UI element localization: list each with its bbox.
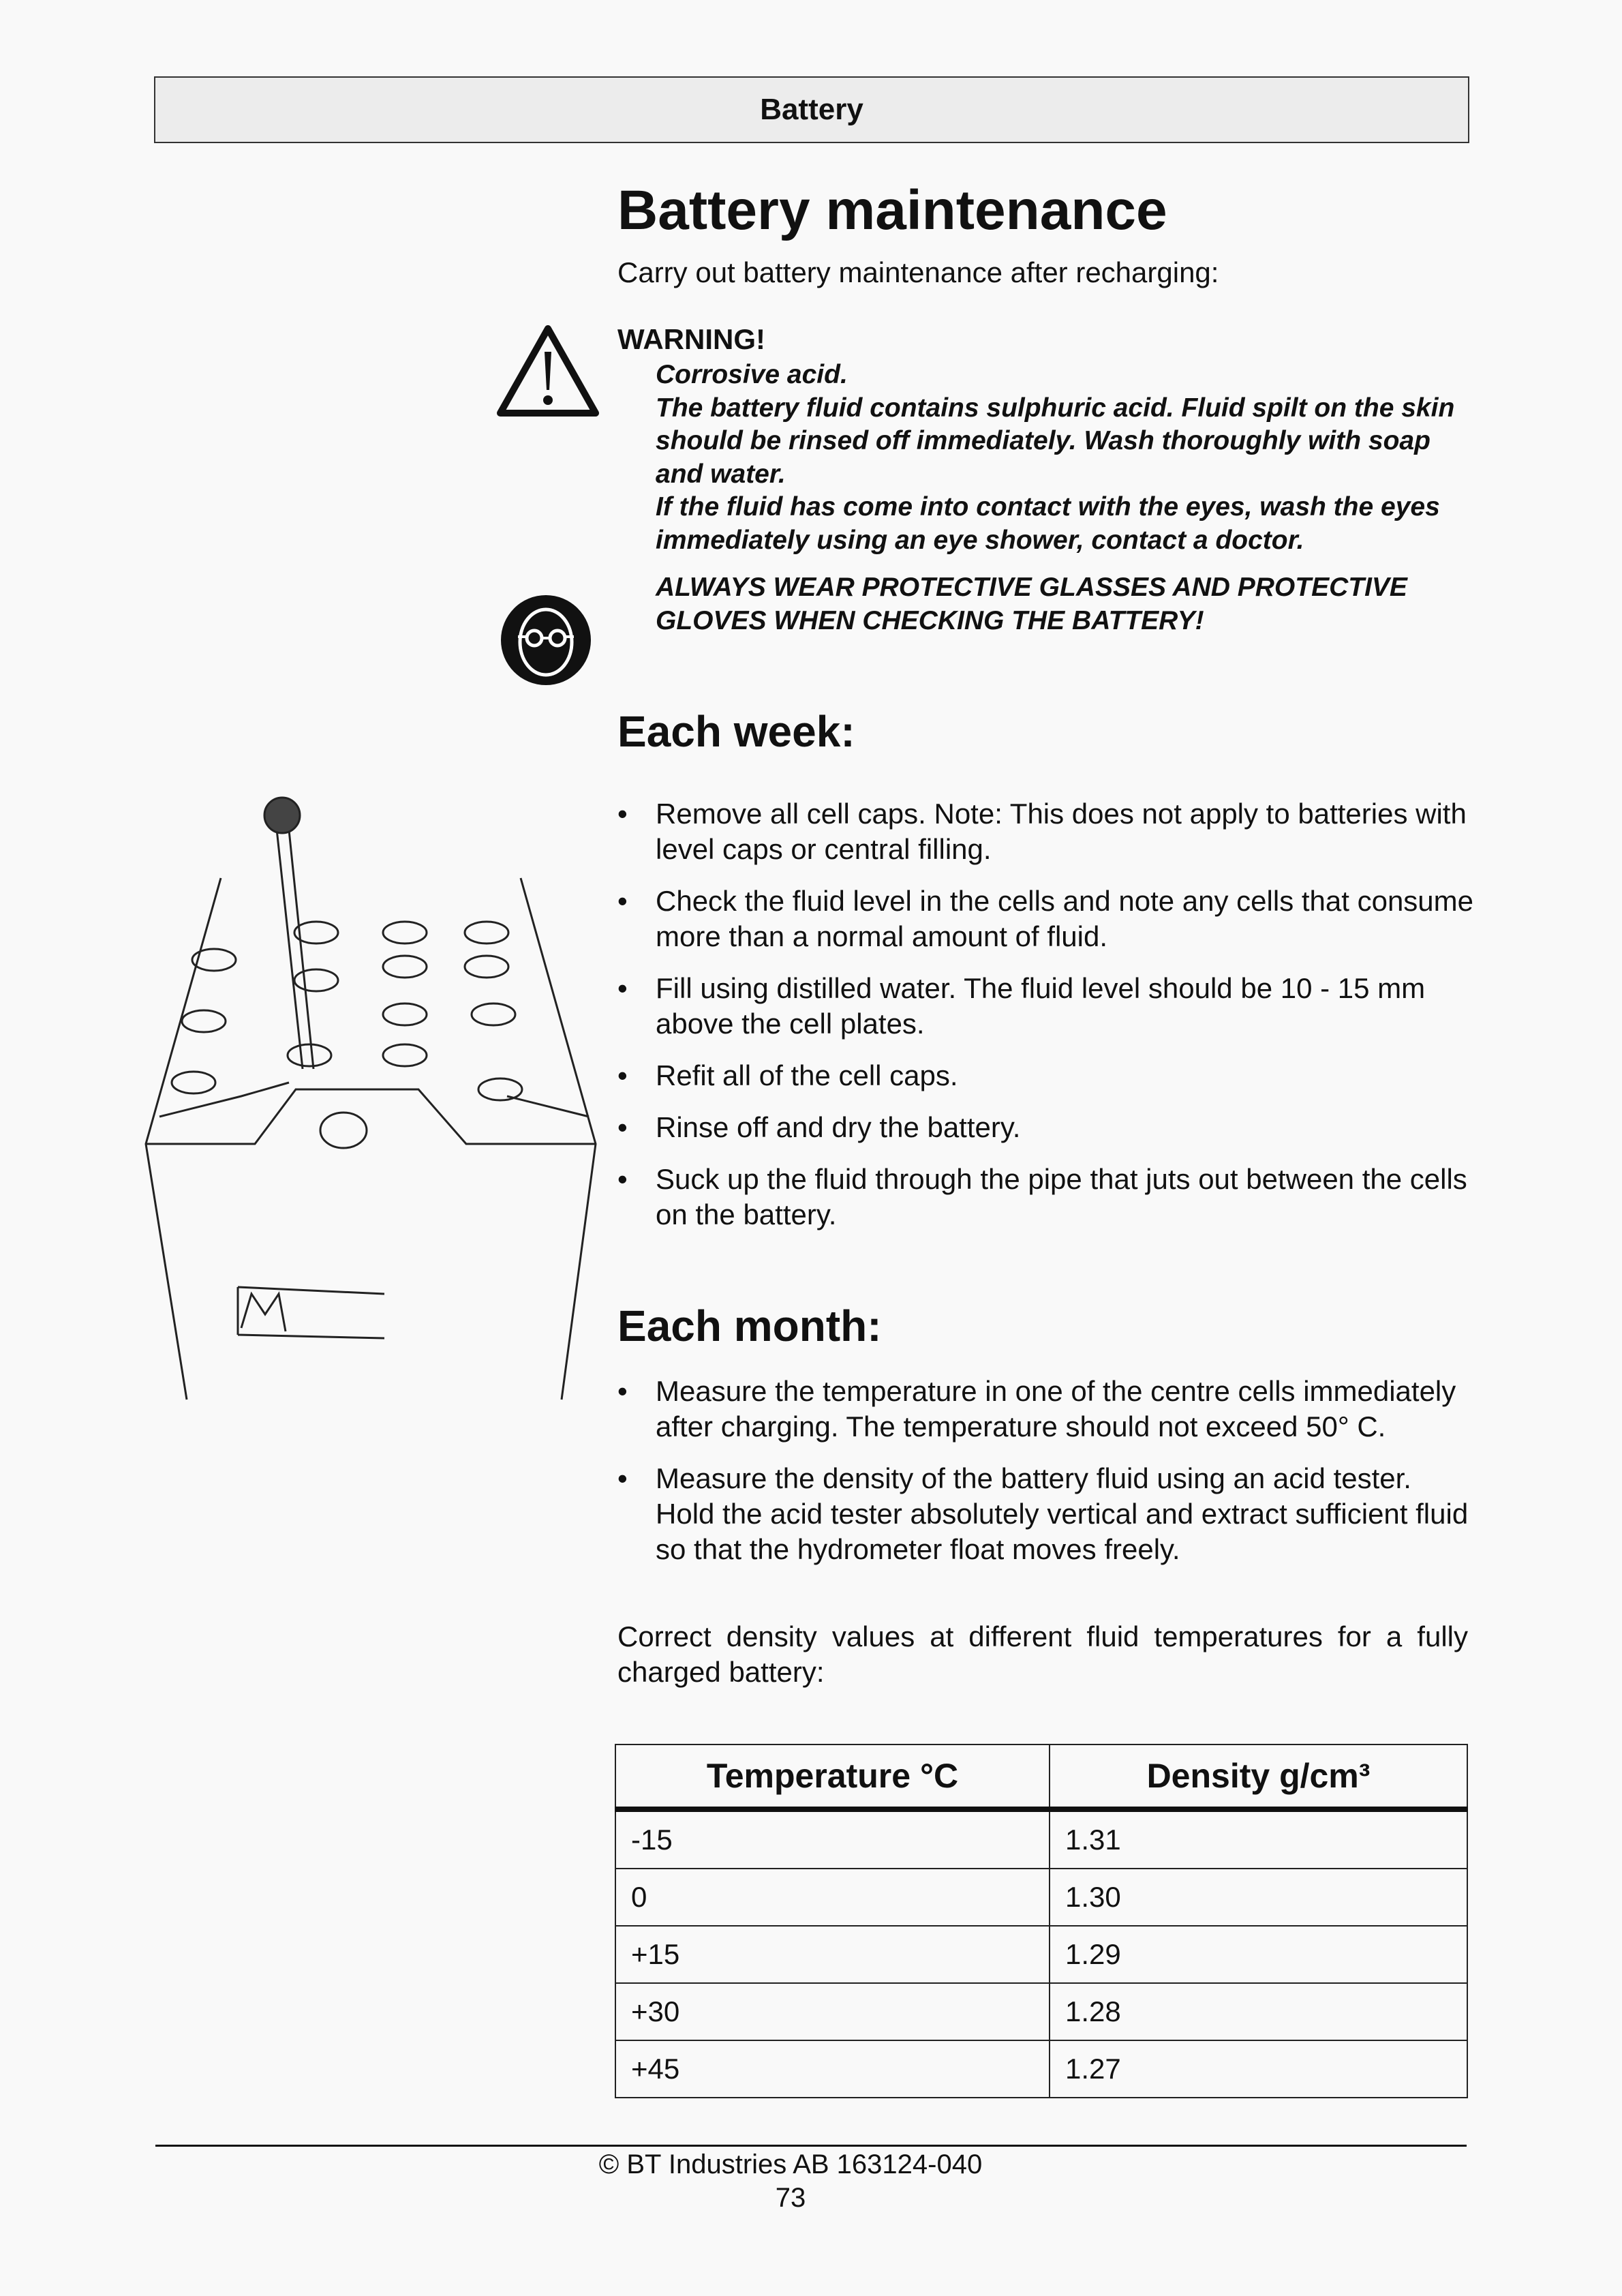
table-header-row	[615, 1744, 1467, 1809]
section-header: Battery	[154, 76, 1469, 143]
warning-line: If the fluid has come into contact with the eyes, wash the eyes immediately using an eye shower, contact a doctor.	[656, 492, 1440, 555]
battery-hydrometer-illustration	[139, 796, 602, 1410]
list-item	[617, 1162, 1473, 1233]
bullet: •	[617, 1163, 628, 1195]
monthly-task-list	[617, 1374, 1473, 1584]
warning-line: The battery fluid contains sulphuric acid. Fluid spilt on the skin should be rinsed off immediately. Wash thoroughly with soap and water.	[656, 393, 1455, 489]
footer-divider	[155, 2145, 1467, 2147]
list-item	[617, 971, 1473, 1042]
bullet: •	[617, 972, 628, 1004]
density-cell: 1.27	[1050, 2040, 1467, 2098]
each-week-heading: Each week:	[617, 707, 855, 756]
column-header-density: Density g/cm³	[1050, 1744, 1467, 1809]
item-text: Suck up the fluid through the pipe that juts out between the cells on the battery.	[656, 1163, 1467, 1230]
density-intro: Correct density values at different fluid temperatures for a fully charged battery:	[617, 1620, 1468, 1688]
item-text: Measure the density of the battery fluid using an acid tester. Hold the acid tester absolutely vertical and extract sufficient fluid so that the hydrometer float moves freely.	[656, 1462, 1469, 1565]
temperature-cell: +45	[615, 2040, 1050, 2098]
table-row	[615, 1983, 1467, 2040]
list-item	[617, 1110, 1473, 1145]
each-month-heading: Each month:	[617, 1301, 882, 1350]
density-cell: 1.30	[1050, 1869, 1467, 1926]
bullet: •	[617, 1375, 628, 1407]
intro-text: Carry out battery maintenance after recharging:	[617, 256, 1219, 288]
column-header-temperature: Temperature °C	[615, 1744, 1050, 1809]
temperature-cell: 0	[615, 1869, 1050, 1926]
bullet: •	[617, 798, 628, 830]
warning-heading: WARNING!	[617, 323, 765, 355]
list-item	[617, 1058, 1473, 1093]
page-title: Battery maintenance	[617, 179, 1167, 241]
bullet: •	[617, 885, 628, 917]
density-cell: 1.28	[1050, 1983, 1467, 2040]
temperature-cell: +15	[615, 1926, 1050, 1983]
table-row	[615, 1926, 1467, 1983]
temperature-cell: -15	[615, 1809, 1050, 1869]
item-text: Measure the temperature in one of the centre cells immediately after charging. The temperature should not exceed 50° C.	[656, 1375, 1456, 1442]
weekly-task-list	[617, 796, 1473, 1249]
temperature-cell: +30	[615, 1983, 1050, 2040]
density-cell: 1.29	[1050, 1926, 1467, 1983]
list-item	[617, 883, 1473, 954]
bullet: •	[617, 1462, 628, 1494]
warning-triangle-icon	[496, 323, 600, 419]
table-row	[615, 2040, 1467, 2098]
bullet: •	[617, 1059, 628, 1091]
item-text: Refit all of the cell caps.	[656, 1059, 958, 1091]
density-table	[615, 1744, 1468, 2098]
protective-glasses-icon	[500, 594, 592, 686]
page-number: 73	[775, 2183, 806, 2213]
list-item	[617, 1374, 1473, 1445]
warning-body	[656, 359, 1473, 557]
item-text: Fill using distilled water. The fluid level should be 10 - 15 mm above the cell plates.	[656, 972, 1426, 1040]
warning-line: Corrosive acid.	[656, 360, 848, 389]
item-text: Check the fluid level in the cells and note any cells that consume more than a normal amount of fluid.	[656, 885, 1474, 952]
table-row	[615, 1869, 1467, 1926]
ppe-warning: ALWAYS WEAR PROTECTIVE GLASSES AND PROTECTIVE GLOVES WHEN CHECKING THE BATTERY!	[656, 573, 1407, 635]
list-item	[617, 1461, 1473, 1567]
bullet: •	[617, 1111, 628, 1143]
item-text: Rinse off and dry the battery.	[656, 1111, 1021, 1143]
item-text: Remove all cell caps. Note: This does not apply to batteries with level caps or central filling.	[656, 798, 1467, 865]
table-row	[615, 1809, 1467, 1869]
list-item	[617, 796, 1473, 867]
density-cell: 1.31	[1050, 1809, 1467, 1869]
footer-copyright: © BT Industries AB 163124-040	[598, 2149, 983, 2179]
